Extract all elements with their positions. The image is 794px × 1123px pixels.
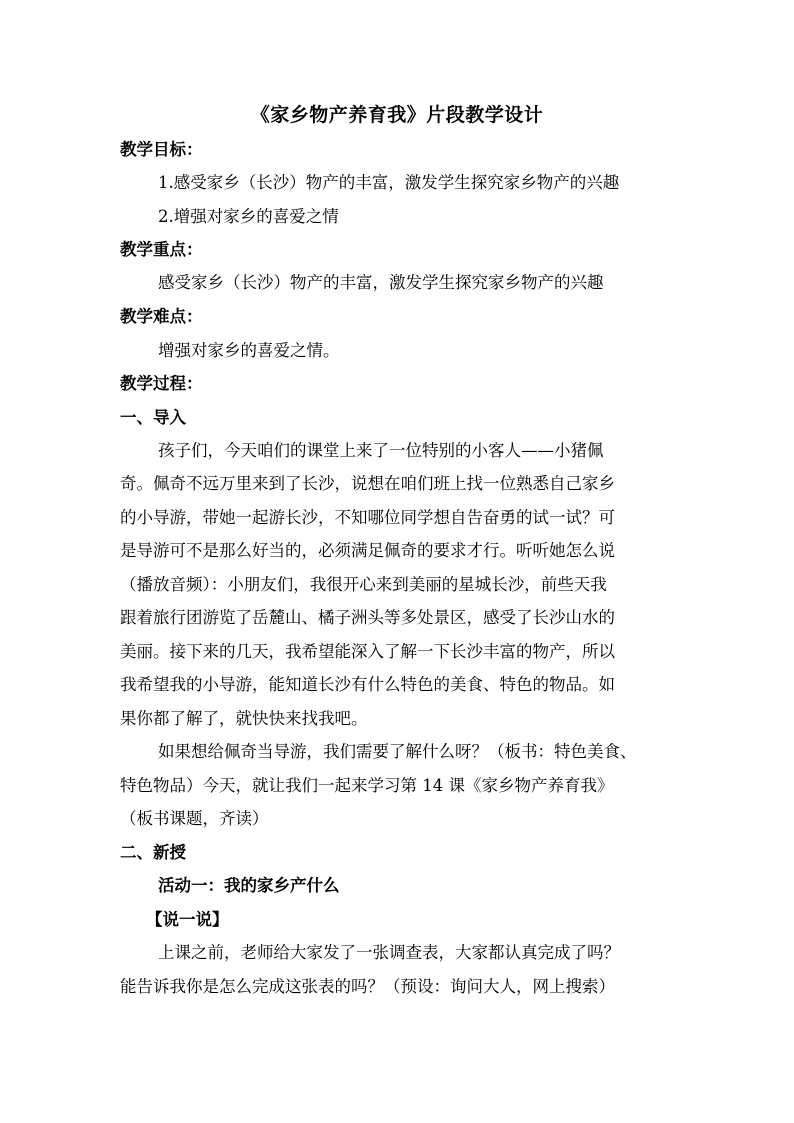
paragraph-line: 果你都了解了，就快快来找我吧。 xyxy=(120,709,368,728)
paragraph-line: 的小导游，带她一起游长沙，不知哪位同学想自告奋勇的试一试？可 xyxy=(120,508,615,527)
focus-heading: 教学重点： xyxy=(120,240,203,259)
paragraph-line: 如果想给佩奇当导游，我们需要了解什么呀？（板书：特色美食、 xyxy=(158,742,637,761)
goals-heading: 教学目标： xyxy=(120,140,203,159)
process-heading: 教学过程： xyxy=(120,374,203,393)
paragraph-line: 是导游可不是那么好当的，必须满足佩奇的要求才行。听听她怎么说 xyxy=(120,541,615,560)
goal-2: 2.增强对家乡的喜爱之情 xyxy=(158,207,339,226)
paragraph-line: （板书课题，齐读） xyxy=(120,809,269,828)
paragraph-line: 奇。佩奇不远万里来到了长沙，说想在咱们班上找一位熟悉自己家乡 xyxy=(120,474,615,493)
activity1-heading: 活动一：我的家乡产什么 xyxy=(158,876,340,895)
paragraph-line: 能告诉我你是怎么完成这张表的吗？（预设：询问大人，网上搜索） xyxy=(120,977,615,996)
difficulty-text: 增强对家乡的喜爱之情。 xyxy=(158,341,340,360)
paragraph-line: 跟着旅行团游览了岳麓山、橘子洲头等多处景区，感受了长沙山水的 xyxy=(120,608,615,627)
part1-heading: 一、导入 xyxy=(120,408,186,427)
difficulty-heading: 教学难点： xyxy=(120,307,203,326)
say-heading: 【说一说】 xyxy=(146,910,229,929)
paragraph-line: 我希望我的小导游，能知道长沙有什么特色的美食、特色的物品。如 xyxy=(120,675,615,694)
goal-1: 1.感受家乡（长沙）物产的丰富，激发学生探究家乡物产的兴趣 xyxy=(158,173,620,192)
paragraph-line: 特色物品）今天，就让我们一起来学习第 14 课《家乡物产养育我》 xyxy=(120,776,614,795)
paragraph-line: 孩子们，今天咱们的课堂上来了一位特别的小客人——小猪佩 xyxy=(158,441,604,460)
paragraph-line: 上课之前，老师给大家发了一张调查表，大家都认真完成了吗？ xyxy=(158,943,620,962)
part2-heading: 二、新授 xyxy=(120,843,186,862)
paragraph-line: 美丽。接下来的几天，我希望能深入了解一下长沙丰富的物产，所以 xyxy=(120,642,615,661)
focus-text: 感受家乡（长沙）物产的丰富，激发学生探究家乡物产的兴趣 xyxy=(158,273,604,292)
document-title: 《家乡物产养育我》片段教学设计 xyxy=(250,104,544,126)
paragraph-line: （播放音频）：小朋友们，我很开心来到美丽的星城长沙，前些天我 xyxy=(120,575,607,594)
